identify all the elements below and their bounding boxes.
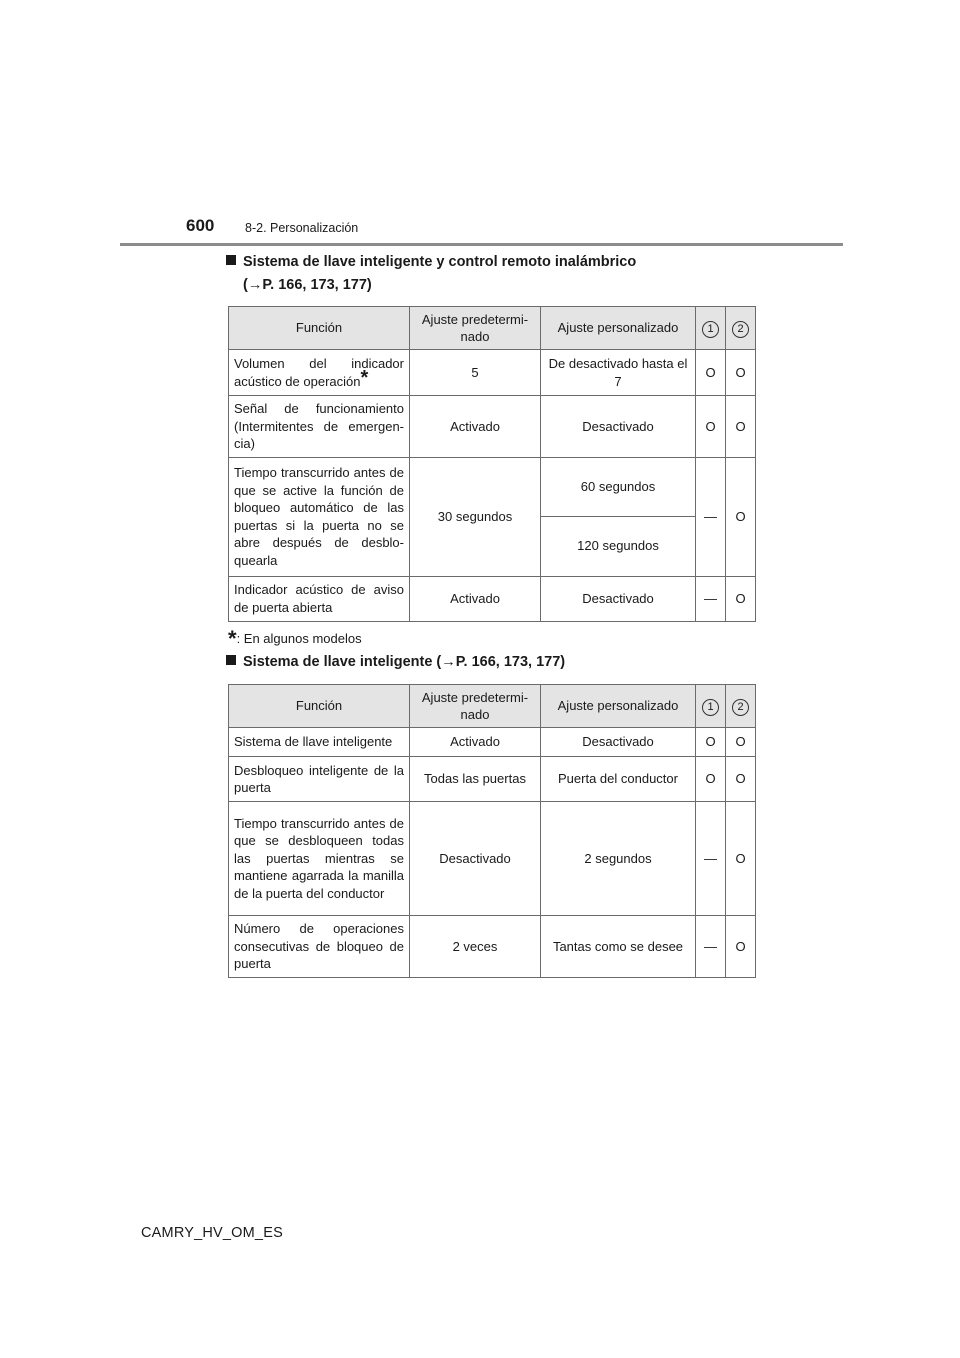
footnote xyxy=(228,626,362,652)
cell-col1: — xyxy=(696,457,726,576)
cell-col2: O xyxy=(726,916,756,978)
col-header-custom: Ajuste personalizado xyxy=(541,685,696,728)
cell-custom: Desactivado xyxy=(541,728,696,757)
asterisk-marker: * xyxy=(360,366,369,389)
table-row xyxy=(229,396,756,458)
cell-custom: 2 segundos xyxy=(541,802,696,916)
cell-custom: De desactivado hasta el 7 xyxy=(541,350,696,396)
cell-col1: O xyxy=(696,728,726,757)
cell-custom: 120 segundos xyxy=(541,516,696,576)
table-row xyxy=(229,802,756,916)
cell-custom: Desactivado xyxy=(541,396,696,458)
cell-default: Todas las puertas xyxy=(410,757,541,802)
table-row xyxy=(229,916,756,978)
circled-1-icon: 1 xyxy=(702,699,719,716)
cell-col2: O xyxy=(726,457,756,576)
document-code: CAMRY_HV_OM_ES xyxy=(141,1225,283,1241)
col-header-function: Función xyxy=(229,685,410,728)
table-row xyxy=(229,350,756,396)
col-header-function: Función xyxy=(229,307,410,350)
cell-function: Número de operaciones consecutivas de bloqueo de puerta xyxy=(229,916,410,978)
cell-default: 2 veces xyxy=(410,916,541,978)
cell-custom: Puerta del conductor xyxy=(541,757,696,802)
cell-function: Señal de funcionamiento (Intermitentes de emergen-cia) xyxy=(229,396,410,458)
section-label: 8-2. Personalización xyxy=(245,221,359,235)
col-header-1 xyxy=(696,685,726,728)
cell-col1: O xyxy=(696,757,726,802)
footnote-text: : En algunos modelos xyxy=(236,631,362,646)
table-row xyxy=(229,728,756,757)
cell-col1: O xyxy=(696,350,726,396)
table-row xyxy=(229,757,756,802)
section1-subtitle: (→P. 166, 173, 177) xyxy=(243,277,372,293)
cell-col2: O xyxy=(726,728,756,757)
cell-function: Tiempo transcurrido antes de que se desbloqueen todas las puertas mientras se mantiene agarrada la manilla de la puerta del conductor xyxy=(229,802,410,916)
cell-default: Activado xyxy=(410,396,541,458)
cell-col1: — xyxy=(696,576,726,621)
cell-default: Activado xyxy=(410,576,541,621)
section2-title: Sistema de llave inteligente (→P. 166, 173, 177) xyxy=(243,654,566,670)
table-row xyxy=(229,457,756,516)
footnote-asterisk: * xyxy=(228,626,237,651)
col-header-2 xyxy=(726,685,756,728)
table-smart-key xyxy=(228,684,756,978)
bullet-square-icon xyxy=(226,655,236,665)
table-header-row xyxy=(229,307,756,350)
cell-col2: O xyxy=(726,757,756,802)
col-header-1 xyxy=(696,307,726,350)
cell-col2: O xyxy=(726,802,756,916)
cell-col1: O xyxy=(696,396,726,458)
circled-2-icon: 2 xyxy=(732,321,749,338)
section1-title: Sistema de llave inteligente y control remoto inalámbrico xyxy=(243,254,637,270)
cell-col2: O xyxy=(726,350,756,396)
table-row xyxy=(229,576,756,621)
col-header-default: Ajuste predetermi- nado xyxy=(410,307,541,350)
cell-default: Desactivado xyxy=(410,802,541,916)
page-number: 600 xyxy=(186,216,215,235)
cell-function: Volumen del indicador acústico de operación* xyxy=(229,350,410,396)
circled-2-icon: 2 xyxy=(732,699,749,716)
cell-col2: O xyxy=(726,576,756,621)
cell-custom: 60 segundos xyxy=(541,457,696,516)
cell-custom: Tantas como se desee xyxy=(541,916,696,978)
cell-col2: O xyxy=(726,396,756,458)
col-header-custom: Ajuste personalizado xyxy=(541,307,696,350)
cell-function: Indicador acústico de aviso de puerta abierta xyxy=(229,576,410,621)
cell-default: 5 xyxy=(410,350,541,396)
cell-col1: — xyxy=(696,802,726,916)
section2-heading xyxy=(226,651,565,674)
cell-function: Tiempo transcurrido antes de que se active la función de bloqueo automático de las puertas si la puerta no se abre después de desblo-quearla xyxy=(229,457,410,576)
cell-col1: — xyxy=(696,916,726,978)
cell-custom: Desactivado xyxy=(541,576,696,621)
cell-function: Desbloqueo inteligente de la puerta xyxy=(229,757,410,802)
table-header-row xyxy=(229,685,756,728)
col-header-default: Ajuste predetermi- nado xyxy=(410,685,541,728)
cell-function: Sistema de llave inteligente xyxy=(229,728,410,757)
table-smart-key-remote xyxy=(228,306,756,622)
circled-1-icon: 1 xyxy=(702,321,719,338)
cell-default: Activado xyxy=(410,728,541,757)
section1-heading xyxy=(226,251,636,297)
col-header-2 xyxy=(726,307,756,350)
header-rule xyxy=(120,243,843,246)
cell-default: 30 segundos xyxy=(410,457,541,576)
bullet-square-icon xyxy=(226,255,236,265)
